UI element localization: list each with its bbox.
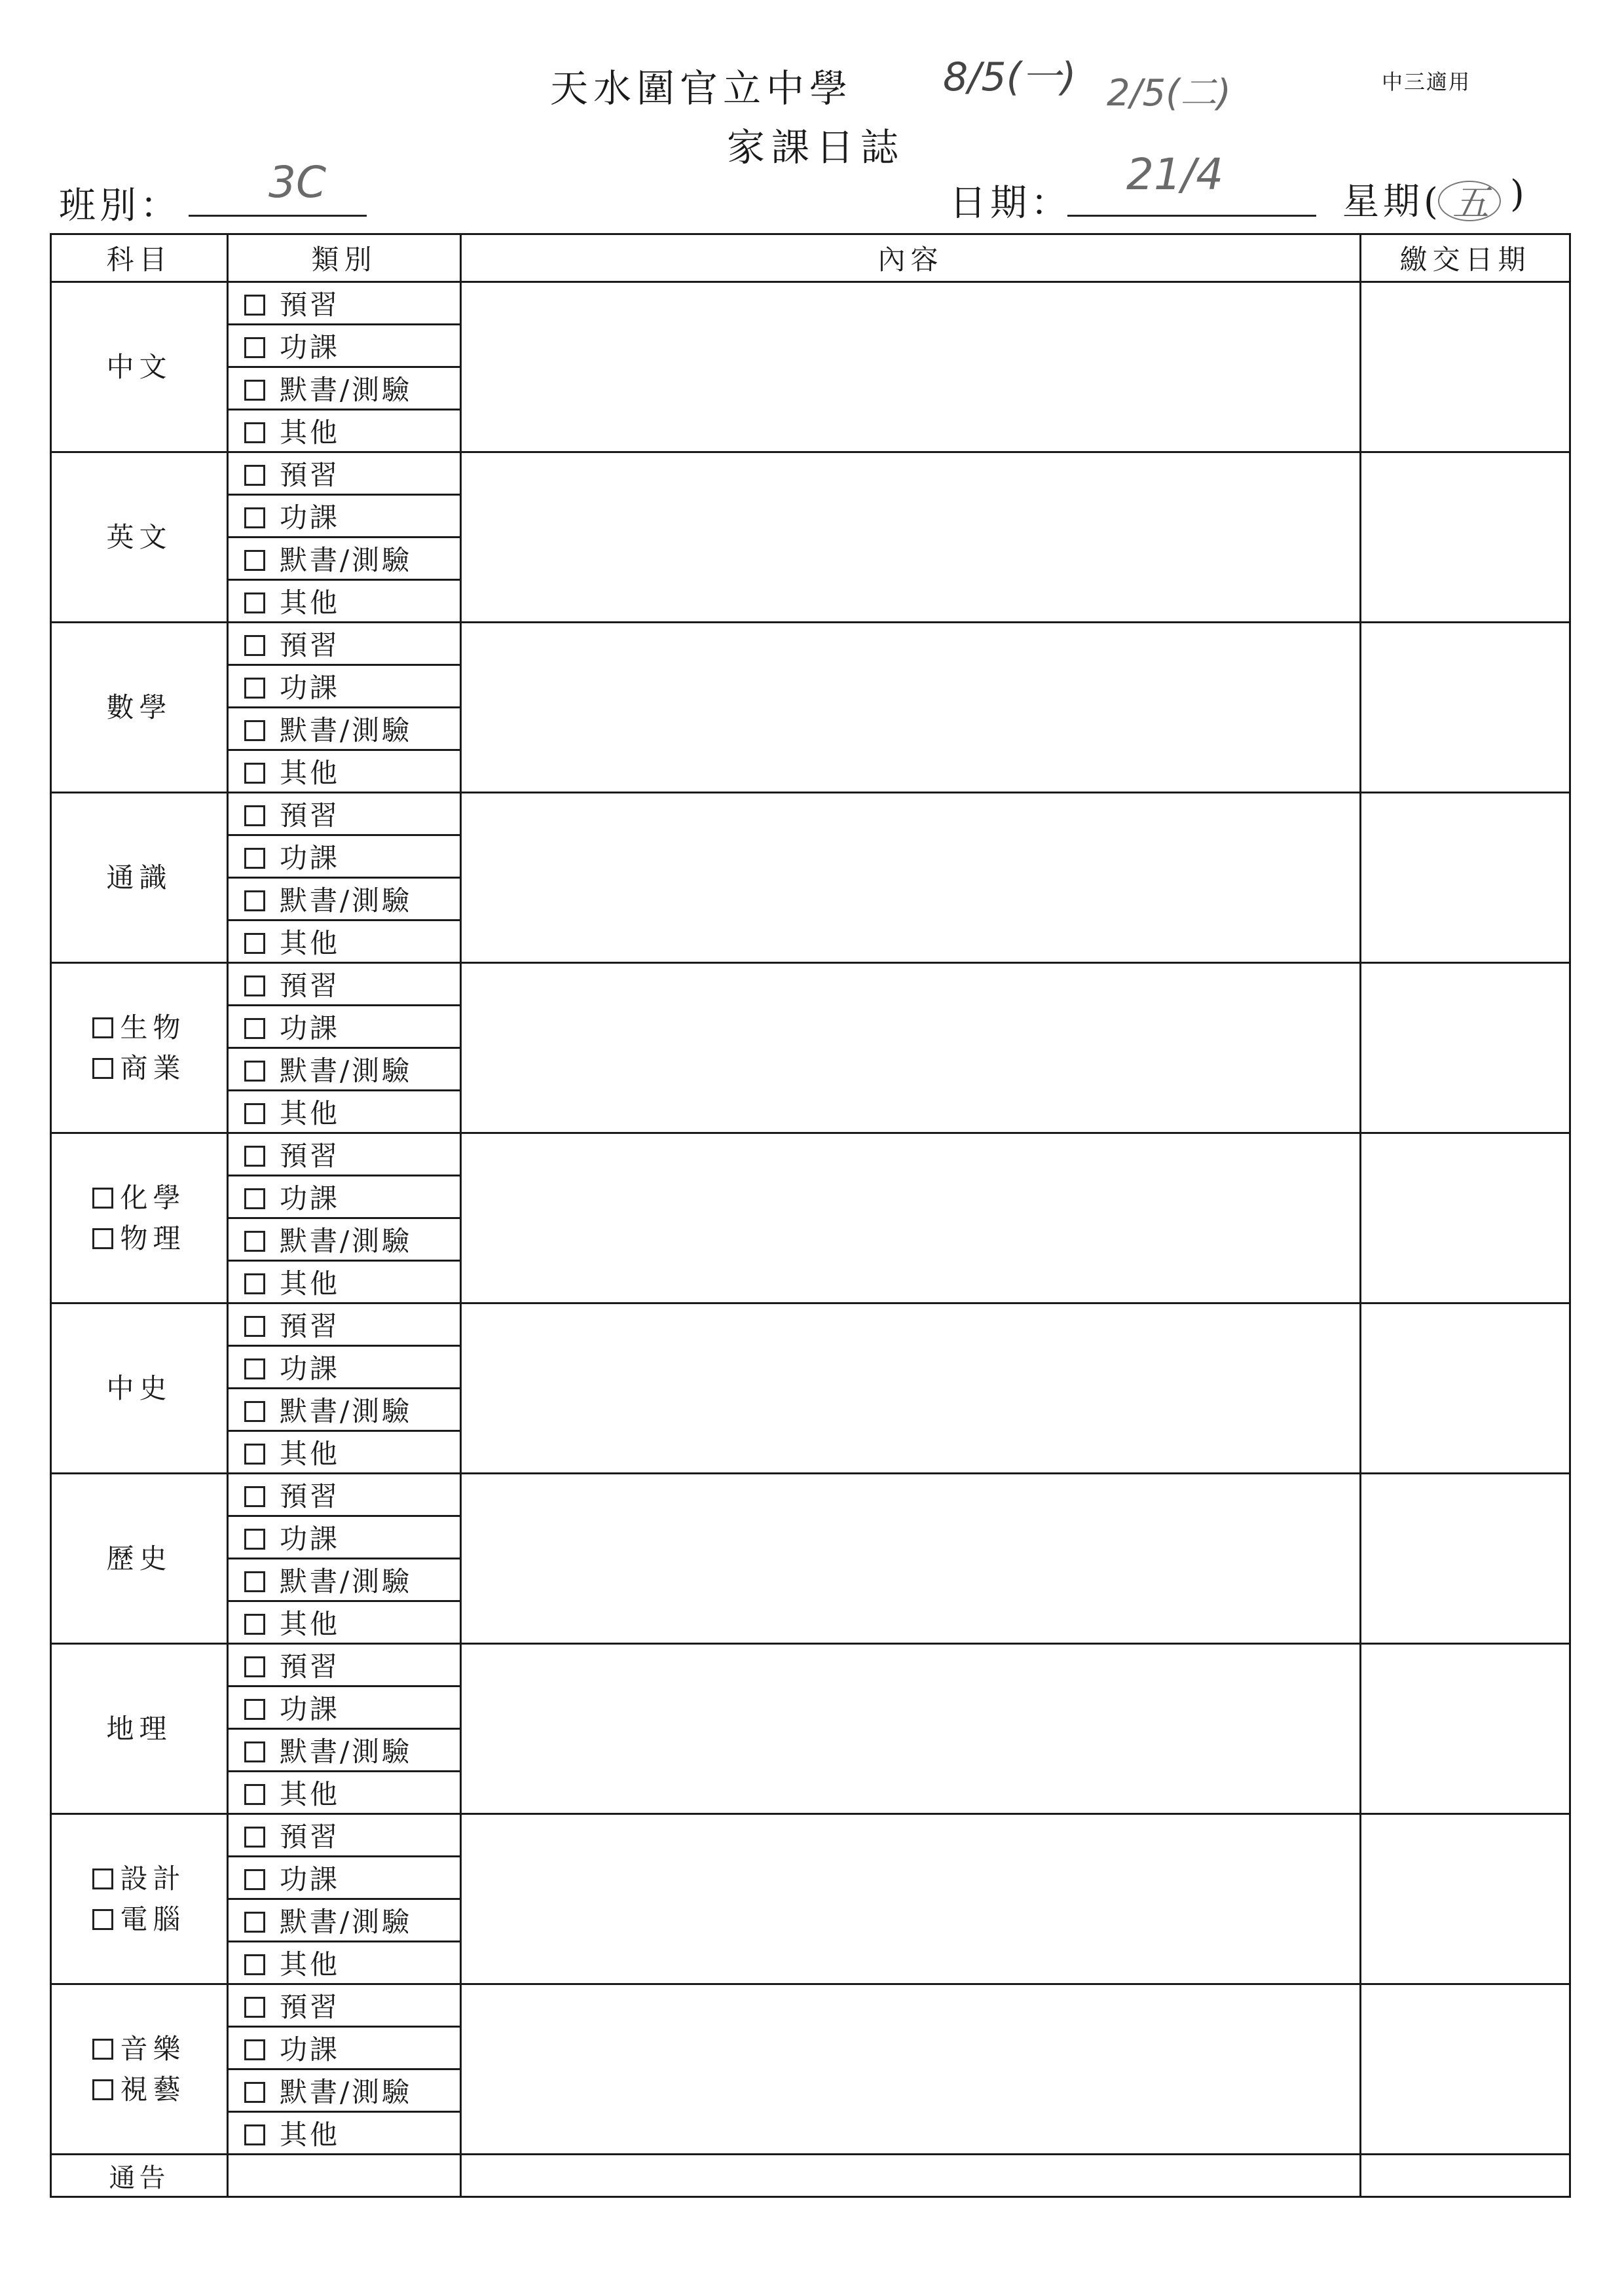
category-checkbox[interactable] (244, 1018, 265, 1039)
col-category: 類別 (228, 234, 461, 282)
category-checkbox[interactable] (244, 422, 265, 443)
category-checkbox[interactable] (244, 380, 265, 401)
table-row (51, 1133, 1570, 1176)
category-label: 默書/測驗 (280, 1055, 413, 1087)
subject-cell (51, 1984, 228, 2155)
category-cell (228, 708, 461, 750)
table-row (51, 1984, 1570, 2027)
category-cell (228, 1218, 461, 1261)
col-subject: 科目 (51, 234, 228, 282)
category-cell (228, 367, 461, 410)
subject-line (52, 1859, 227, 1899)
weekday-label: 星期( (1342, 181, 1442, 223)
category-checkbox[interactable] (244, 1103, 265, 1124)
category-label: 默書/測驗 (280, 1225, 413, 1257)
table-row (51, 452, 1570, 495)
category-checkbox[interactable] (244, 1912, 265, 1933)
subject-name: 化學 (120, 1181, 186, 1214)
category-cell (228, 835, 461, 878)
due-date-cell[interactable] (1361, 623, 1570, 793)
notice-label: 通告 (51, 2155, 228, 2197)
category-cell (228, 963, 461, 1006)
category-cell (228, 793, 461, 835)
subject-cell (51, 282, 228, 452)
table-row (51, 1644, 1570, 1686)
category-label: 預習 (280, 1991, 341, 2023)
category-cell (228, 1431, 461, 1474)
category-cell (228, 1261, 461, 1303)
subject-checkbox[interactable] (92, 1188, 113, 1209)
category-label: 默書/測驗 (280, 714, 413, 746)
subject-line (52, 687, 227, 728)
category-label: 其他 (280, 1608, 341, 1640)
handwritten-date-1: 8/5(一) (943, 54, 1077, 100)
category-label: 默書/測驗 (280, 2076, 413, 2108)
category-cell (228, 1814, 461, 1857)
category-cell (228, 1899, 461, 1942)
category-label: 其他 (280, 1097, 341, 1129)
category-label: 默書/測驗 (280, 1565, 413, 1597)
category-checkbox[interactable] (244, 933, 265, 954)
subject-name: 視藝 (120, 2073, 186, 2105)
category-cell (228, 452, 461, 495)
category-checkbox[interactable] (244, 1316, 265, 1337)
category-cell (228, 920, 461, 963)
category-label: 功課 (280, 842, 341, 874)
category-cell (228, 1729, 461, 1772)
category-label: 預習 (280, 1480, 341, 1512)
category-checkbox[interactable] (244, 1827, 265, 1848)
subject-cell (51, 1133, 228, 1303)
category-label: 功課 (280, 1012, 341, 1044)
category-cell (228, 2112, 461, 2155)
category-checkbox[interactable] (244, 805, 265, 826)
category-checkbox[interactable] (244, 1699, 265, 1720)
category-cell (228, 1048, 461, 1091)
table-row (51, 1814, 1570, 1857)
table-row (51, 282, 1570, 325)
category-label: 默書/測驗 (280, 1395, 413, 1427)
category-label: 其他 (280, 2119, 341, 2151)
content-cell[interactable] (461, 1984, 1361, 2155)
notice-content-cell[interactable] (461, 2155, 1361, 2197)
category-checkbox[interactable] (244, 1358, 265, 1379)
subject-line (52, 347, 227, 388)
subject-line (52, 2069, 227, 2110)
due-date-cell[interactable] (1361, 452, 1570, 623)
category-cell (228, 2069, 461, 2112)
category-cell (228, 1389, 461, 1431)
due-date-cell[interactable] (1361, 1984, 1570, 2155)
subject-line (52, 1048, 227, 1089)
subject-cell (51, 1303, 228, 1474)
category-label: 預習 (280, 1140, 341, 1172)
category-checkbox[interactable] (244, 1869, 265, 1890)
subject-name: 地理 (106, 1712, 172, 1745)
category-checkbox[interactable] (244, 337, 265, 358)
category-cell (228, 325, 461, 367)
category-label: 功課 (280, 1353, 341, 1385)
category-cell (228, 623, 461, 665)
category-checkbox[interactable] (244, 1954, 265, 1975)
category-checkbox[interactable] (244, 1997, 265, 2018)
date-label: 日期： (950, 182, 1071, 225)
subject-name: 設計 (120, 1862, 186, 1895)
due-date-cell[interactable] (1361, 1814, 1570, 1984)
subject-cell (51, 1644, 228, 1814)
category-checkbox[interactable] (244, 1401, 265, 1422)
table-row (51, 963, 1570, 1006)
category-label: 功課 (280, 1693, 341, 1725)
category-cell (228, 1644, 461, 1686)
school-title: 天水圍官立中學 (550, 66, 853, 111)
subject-name: 商業 (120, 1051, 186, 1084)
category-checkbox[interactable] (244, 1188, 265, 1209)
subject-line (52, 1178, 227, 1218)
category-cell (228, 410, 461, 452)
category-checkbox[interactable] (244, 1444, 265, 1465)
category-checkbox[interactable] (244, 1741, 265, 1762)
content-cell[interactable] (461, 1814, 1361, 1984)
category-label: 其他 (280, 927, 341, 959)
class-label: 班別： (59, 185, 181, 227)
category-label: 功課 (280, 501, 341, 534)
category-label: 預習 (280, 289, 341, 321)
category-cell (228, 495, 461, 538)
category-cell (228, 2027, 461, 2069)
category-checkbox[interactable] (244, 1273, 265, 1294)
category-label: 默書/測驗 (280, 544, 413, 576)
col-due-date: 繳交日期 (1361, 234, 1570, 282)
subject-name: 物理 (120, 1222, 186, 1254)
subject-line (52, 1899, 227, 1940)
date-underline (1067, 215, 1316, 217)
subject-cell (51, 452, 228, 623)
category-checkbox[interactable] (244, 1571, 265, 1592)
category-cell (228, 1984, 461, 2027)
category-label: 其他 (280, 1438, 341, 1470)
subject-line (52, 1709, 227, 1749)
category-checkbox[interactable] (244, 720, 265, 741)
category-checkbox[interactable] (244, 1231, 265, 1252)
homework-table (50, 233, 1571, 2198)
content-cell[interactable] (461, 1474, 1361, 1644)
content-cell[interactable] (461, 793, 1361, 963)
content-cell[interactable] (461, 963, 1361, 1133)
category-cell (228, 750, 461, 793)
category-label: 功課 (280, 672, 341, 704)
notice-due-cell[interactable] (1361, 2155, 1570, 2197)
subject-line (52, 1368, 227, 1409)
category-cell (228, 1516, 461, 1559)
category-label: 預習 (280, 459, 341, 491)
subject-name: 英文 (106, 520, 172, 553)
category-cell (228, 1772, 461, 1814)
subject-name: 數學 (106, 691, 172, 723)
table-row (51, 1303, 1570, 1346)
subject-line (52, 1008, 227, 1048)
category-checkbox[interactable] (244, 975, 265, 996)
content-cell[interactable] (461, 282, 1361, 452)
handwritten-date-2: 2/5(二) (1107, 72, 1231, 115)
content-cell[interactable] (461, 1644, 1361, 1814)
table-body (51, 282, 1570, 2155)
category-label: 其他 (280, 757, 341, 789)
content-cell[interactable] (461, 452, 1361, 623)
subject-cell (51, 963, 228, 1133)
category-label: 預習 (280, 799, 341, 831)
subject-cell (51, 1814, 228, 1984)
category-label: 默書/測驗 (280, 1906, 413, 1938)
category-cell (228, 1176, 461, 1218)
category-label: 其他 (280, 1778, 341, 1810)
category-checkbox[interactable] (244, 1061, 265, 1082)
subject-name: 生物 (120, 1011, 186, 1044)
table-row (51, 1474, 1570, 1516)
category-label: 功課 (280, 1863, 341, 1895)
subject-line (52, 858, 227, 898)
table-row (51, 793, 1570, 835)
due-date-cell[interactable] (1361, 1474, 1570, 1644)
subject-cell (51, 793, 228, 963)
category-checkbox[interactable] (244, 295, 265, 316)
category-label: 預習 (280, 1821, 341, 1853)
due-date-cell[interactable] (1361, 1133, 1570, 1303)
category-checkbox[interactable] (244, 848, 265, 869)
content-cell[interactable] (461, 623, 1361, 793)
category-label: 預習 (280, 970, 341, 1002)
category-checkbox[interactable] (244, 1784, 265, 1805)
category-label: 功課 (280, 331, 341, 363)
subject-line (52, 517, 227, 558)
subject-line (52, 2029, 227, 2069)
subject-line (52, 1539, 227, 1579)
subject-checkbox[interactable] (92, 2039, 113, 2060)
subject-checkbox[interactable] (92, 1868, 113, 1889)
category-checkbox[interactable] (244, 465, 265, 486)
category-cell (228, 282, 461, 325)
category-label: 預習 (280, 629, 341, 661)
due-date-cell[interactable] (1361, 1644, 1570, 1814)
weekday-close: ) (1510, 173, 1528, 215)
subject-checkbox[interactable] (92, 1017, 113, 1038)
due-date-cell[interactable] (1361, 793, 1570, 963)
table-row (51, 623, 1570, 665)
category-checkbox[interactable] (244, 635, 265, 656)
category-label: 其他 (280, 1267, 341, 1300)
category-label: 其他 (280, 416, 341, 448)
category-cell (228, 1559, 461, 1601)
subject-checkbox[interactable] (92, 2079, 113, 2100)
subject-cell (51, 1474, 228, 1644)
category-checkbox[interactable] (244, 1656, 265, 1677)
category-checkbox[interactable] (244, 763, 265, 784)
due-date-cell[interactable] (1361, 282, 1570, 452)
subject-name: 音樂 (120, 2032, 186, 2065)
subject-name: 中文 (106, 350, 172, 383)
category-label: 預習 (280, 1310, 341, 1342)
applicable-note: 中三適用 (1382, 69, 1471, 94)
category-cell (228, 1857, 461, 1899)
class-value: 3C (268, 157, 327, 208)
category-checkbox[interactable] (244, 1486, 265, 1507)
category-cell (228, 1942, 461, 1984)
category-cell (228, 1601, 461, 1644)
form-title: 家課日誌 (727, 125, 906, 170)
category-label: 默書/測驗 (280, 374, 413, 406)
category-cell (228, 878, 461, 920)
category-cell (228, 1346, 461, 1389)
col-content: 內容 (461, 234, 1361, 282)
category-checkbox[interactable] (244, 507, 265, 528)
notice-row (51, 2155, 1570, 2197)
category-cell (228, 665, 461, 708)
category-label: 預習 (280, 1650, 341, 1683)
category-checkbox[interactable] (244, 678, 265, 699)
category-checkbox[interactable] (244, 2124, 265, 2145)
subject-name: 中史 (106, 1372, 172, 1404)
category-label: 默書/測驗 (280, 884, 413, 917)
category-cell (228, 580, 461, 623)
date-value: 21/4 (1126, 149, 1224, 200)
subject-name: 電腦 (120, 1903, 186, 1935)
content-cell[interactable] (461, 1303, 1361, 1474)
category-cell (228, 1303, 461, 1346)
weekday-value: 五 (1452, 182, 1489, 225)
category-cell (228, 1091, 461, 1133)
subject-line (52, 1218, 227, 1259)
subject-checkbox[interactable] (92, 1058, 113, 1079)
due-date-cell[interactable] (1361, 1303, 1570, 1474)
category-checkbox[interactable] (244, 890, 265, 911)
category-label: 功課 (280, 1523, 341, 1555)
category-checkbox[interactable] (244, 2082, 265, 2103)
category-checkbox[interactable] (244, 1146, 265, 1167)
content-cell[interactable] (461, 1133, 1361, 1303)
subject-checkbox[interactable] (92, 1228, 113, 1249)
category-label: 其他 (280, 587, 341, 619)
header-row (51, 234, 1570, 282)
category-label: 功課 (280, 2033, 341, 2066)
category-checkbox[interactable] (244, 592, 265, 613)
subject-name: 通識 (106, 861, 172, 894)
due-date-cell[interactable] (1361, 963, 1570, 1133)
category-cell (228, 1006, 461, 1048)
notice-category-cell (228, 2155, 461, 2197)
category-cell (228, 538, 461, 580)
category-checkbox[interactable] (244, 2039, 265, 2060)
category-label: 其他 (280, 1948, 341, 1980)
subject-cell (51, 623, 228, 793)
category-cell (228, 1474, 461, 1516)
class-underline (189, 215, 367, 217)
category-label: 默書/測驗 (280, 1736, 413, 1768)
category-cell (228, 1686, 461, 1729)
category-cell (228, 1133, 461, 1176)
category-label: 功課 (280, 1182, 341, 1214)
category-checkbox[interactable] (244, 1529, 265, 1550)
subject-checkbox[interactable] (92, 1909, 113, 1930)
subject-name: 歷史 (106, 1542, 172, 1575)
category-checkbox[interactable] (244, 550, 265, 571)
category-checkbox[interactable] (244, 1614, 265, 1635)
